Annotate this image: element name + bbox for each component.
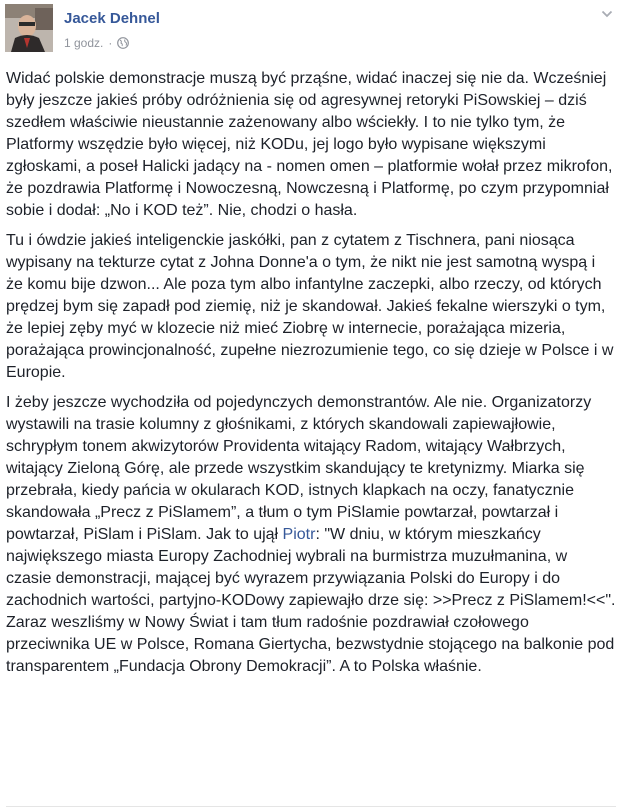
post-timestamp[interactable]: 1 godz.	[64, 36, 104, 50]
meta-separator: ·	[108, 36, 113, 50]
post-body	[6, 68, 616, 686]
post-paragraph: Widać polskie demonstracje muszą być prząśne, widać inaczej się nie da. Wcześniej były jeszcze jakieś próby odróżnienia się od agresywnej retoryki PiSowskiej – dziś szedłem właściwie nieustannie zażenowany albo wściekły. I to nie tylko tym, że Platformy wszędzie było więcej, niż KODu, jej logo było wypisane większymi zgłoskami, a poseł Halicki jadący na - nomen omen – platformie wołał przez mikrofon, że pozdrawia Platformę i Nowoczesną, Nowczesną i Platformę, po czym przypomniał sobie i dodał: „No i KOD też”. Nie, chodzi o hasła.	[6, 70, 613, 219]
globe-icon[interactable]	[117, 37, 129, 49]
divider	[6, 806, 616, 807]
avatar[interactable]	[5, 4, 53, 52]
avatar-photo	[5, 4, 53, 52]
chevron-down-icon[interactable]	[599, 6, 615, 22]
author-name[interactable]: Jacek Dehnel	[64, 10, 160, 27]
paragraph-text: : "W dniu, w którym mieszkańcy największego miasta Europy Zachodniej wybrali na burmistrza muzułmanina, w czasie demonstracji, mającej być wyrazem przywiązania Polski do Europy i do zachodnich wartości, partyjno-KODowy zapiewajło drze się: >>Precz z PiSlamem!<<". Zaraz weszliśmy w Nowy Świat i tam tłum radośnie pozdrawiał czołowego przeciwnika UE w Polsce, Romana Giertycha, bezwstydnie stojącego na balkonie pod transparentem „Fundacja Obrony Demokracji”. A to Polska właśnie.	[6, 526, 616, 675]
post-paragraph: Tu i ówdzie jakieś inteligenckie jaskółki, pan z cytatem z Tischnera, pani niosąca wypisany na tekturze cytat z Johna Donne'a o tym, że nikt nie jest samotną wyspą i że komu bije dzwon... Ale poza tym albo infantylne zaczepki, albo rzeczy, od których prędzej bym się zapadł pod ziemię, niż je skandował. Jakieś fekalne wierszyki o tym, że lepiej zęby myć w klozecie niż mieć Ziobrę w internecie, porażająca mizeria, porażająca prowincjonalność, zupełne niezrozumienie tego, co się dzieje w Polsce i w Europie.	[6, 232, 614, 381]
mention-link[interactable]: Piotr	[282, 526, 316, 543]
post-meta	[64, 36, 129, 50]
paragraph-text: I żeby jeszcze wychodziła od pojedynczych demonstrantów. Ale nie. Organizatorzy wystawili na trasie kolumny z głośnikami, z których skandowali zapiewajłowie, schrypłym tonem akwizytorów Providenta witający Radom, witający Wałbrzych, witający Zieloną Górę, ale przede wszystkim skandujący te kretynizmy. Miarka się przebrała, kiedy pańcia w okularach KOD, istnych klapkach na oczy, fanatycznie skandowała „Precz z PiSlamem”, a tłum o tym PiSlamie powtarzał, powtarzał i powtarzał, PiSlam i PiSlam. Jak to ujął	[6, 394, 592, 543]
post-paragraph	[6, 392, 616, 678]
post-header	[0, 0, 623, 70]
